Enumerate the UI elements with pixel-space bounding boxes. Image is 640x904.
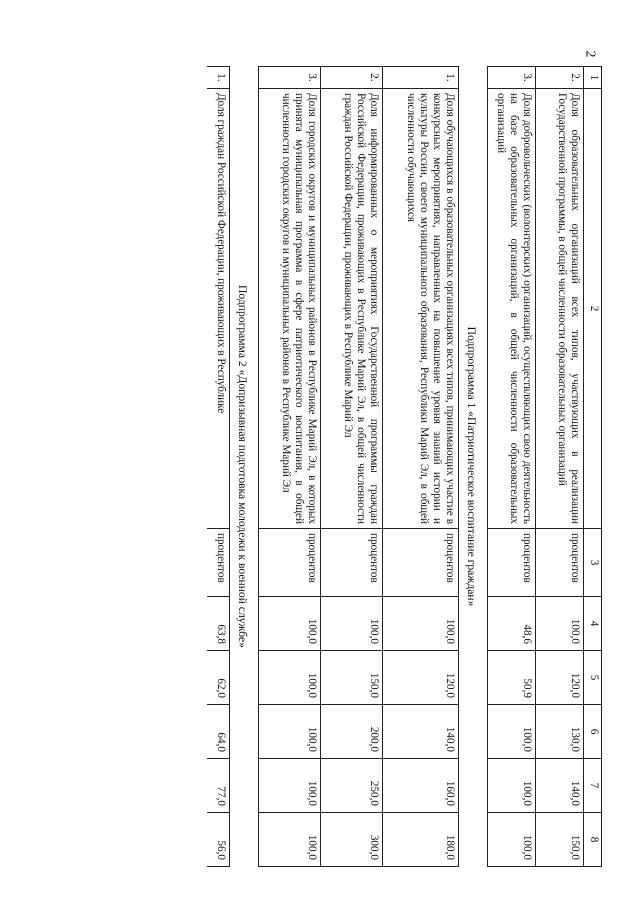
subprogram-2-title: Подпрограмма 2 «Допризывная подготовка молодежи к военной службе» [230,67,259,867]
value-cell: 100,0 [488,813,536,867]
header-cell: 2 [584,89,602,529]
table-row [321,67,383,867]
table-row [208,67,230,867]
value-cell: 120,0 [536,651,584,705]
value-cell: 300,0 [321,813,383,867]
row-number: 1. [383,67,459,89]
page-number: 2 [582,50,598,58]
value-cell: 100,0 [488,705,536,759]
value-cell: 100,0 [259,759,321,813]
unit-cell: процентов [536,529,584,597]
subprogram-1-title: Подпрограмма 1 «Патриотическое воспитание граждан» [459,67,488,867]
value-cell: 120,0 [383,651,459,705]
value-cell: 100,0 [259,705,321,759]
table-row [488,67,536,867]
value-cell: 50,9 [488,651,536,705]
table-row [259,67,321,867]
header-cell: 1 [584,67,602,89]
value-cell: 56,0 [208,813,230,867]
unit-cell: процентов [208,529,230,597]
header-cell: 5 [584,651,602,705]
subprogram-heading-row [230,67,259,867]
header-cell: 7 [584,759,602,813]
row-number: 3. [259,67,321,89]
value-cell: 100,0 [259,597,321,651]
indicator-text: Доля обучающихся в образовательных организациях всех типов, принимающих участие в конкурсных мероприятиях, направленных на повышение уровня знаний истории и культуры России, своего муниципального образования, Республики Марий Эл, в общей численности обучающихся [383,89,459,529]
unit-cell: процентов [488,529,536,597]
value-cell: 100,0 [383,597,459,651]
indicator-text: Доля граждан Российской Федерации, проживающих в Республике [208,89,230,529]
header-cell: 3 [584,529,602,597]
value-cell: 100,0 [259,651,321,705]
rotated-page-content [142,66,602,866]
table-row [536,67,584,867]
value-cell: 150,0 [536,813,584,867]
value-cell: 150,0 [321,651,383,705]
unit-cell: процентов [259,529,321,597]
header-cell: 4 [584,597,602,651]
value-cell: 140,0 [383,705,459,759]
value-cell: 130,0 [536,705,584,759]
value-cell: 64,0 [208,705,230,759]
indicators-table [208,66,603,867]
unit-cell: процентов [383,529,459,597]
indicator-text: Доля добровольческих (волонтерских) организаций, осуществляющих свою деятельность на базе образовательных организаций, в общей численности образовательных организаций [488,89,536,529]
value-cell: 180,0 [383,813,459,867]
row-number: 1. [208,67,230,89]
row-number: 2. [321,67,383,89]
value-cell: 62,0 [208,651,230,705]
table-row [383,67,459,867]
header-cell: 8 [584,813,602,867]
value-cell: 140,0 [536,759,584,813]
value-cell: 63,8 [208,597,230,651]
value-cell: 160,0 [383,759,459,813]
value-cell: 48,6 [488,597,536,651]
value-cell: 250,0 [321,759,383,813]
unit-cell: процентов [321,529,383,597]
value-cell: 100,0 [488,759,536,813]
indicator-text: Доля образовательных организаций всех типов, участвующих в реализации Государственной программы, в общей численности образовательных организаций [536,89,584,529]
indicator-text: Доля городских округов и муниципальных районов в Республике Марий Эл, в которых принята муниципальная программа в сфере патриотического воспитания, в общей численности городских округов и муниципальных районов в Республике Марий Эл [259,89,321,529]
row-number: 2. [536,67,584,89]
value-cell: 200,0 [321,705,383,759]
value-cell: 77,0 [208,759,230,813]
row-number: 3. [488,67,536,89]
value-cell: 100,0 [536,597,584,651]
indicator-text: Доля информированных о мероприятиях Государственной программы граждан Российской Федерации, проживающих в Республике Марий Эл, в общей численности граждан Российской Федерации, проживающих в Республике Марий Эл [321,89,383,529]
value-cell: 100,0 [321,597,383,651]
header-row [584,67,602,867]
subprogram-heading-row [459,67,488,867]
value-cell: 100,0 [259,813,321,867]
header-cell: 6 [584,705,602,759]
